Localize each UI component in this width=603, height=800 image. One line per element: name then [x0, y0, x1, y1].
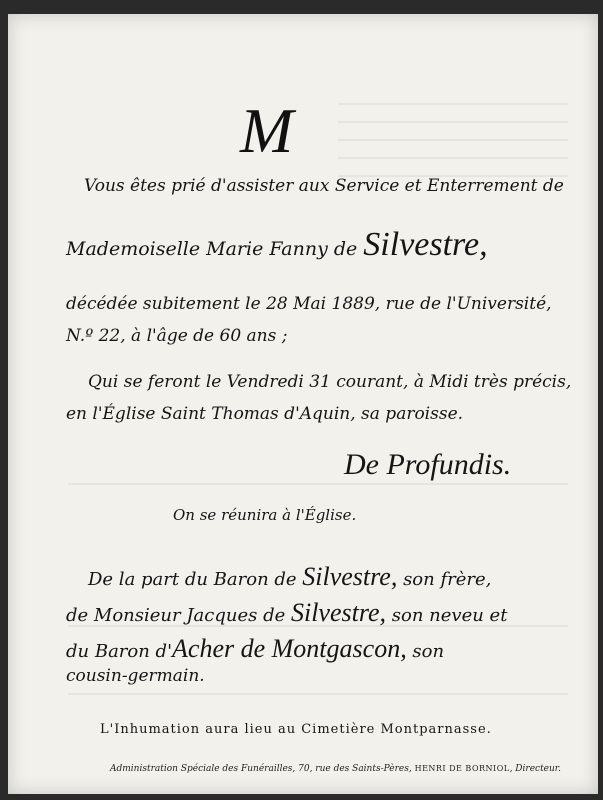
- family-2-surname: Silvestre,: [290, 598, 387, 627]
- burial-line: L'Inhumation aura lieu au Cimetière Montparnasse.: [100, 722, 492, 737]
- de-profundis: De Profundis.: [344, 448, 512, 481]
- family-line-3: [66, 634, 444, 664]
- family-2-prefix: de Monsieur Jacques de: [66, 605, 291, 626]
- address-age-line: N.º 22, à l'âge de 60 ans ;: [66, 326, 288, 346]
- service-time-line: Qui se feront le Vendredi 31 courant, à Midi très précis,: [88, 372, 572, 392]
- family-2-relation: son neveu et: [386, 605, 508, 626]
- family-1-relation: son frère,: [397, 569, 492, 590]
- deceased-surname: Silvestre,: [363, 226, 488, 263]
- family-line-4: cousin-germain.: [66, 666, 205, 686]
- footer-director-name: HENRI DE BORNIOL: [414, 764, 510, 773]
- footer-title: , Directeur.: [509, 764, 561, 774]
- deceased-name-line: [66, 226, 488, 264]
- decorative-initial: M: [240, 95, 294, 166]
- family-line-1: [88, 562, 491, 592]
- family-3-surname: Acher de Montgascon,: [172, 634, 407, 663]
- funeral-notice-sheet: [8, 14, 598, 794]
- family-1-surname: Silvestre,: [302, 562, 398, 591]
- deceased-first-names: Mademoiselle Marie Fanny de: [66, 238, 364, 260]
- meeting-line: On se réunira à l'Église.: [173, 506, 357, 524]
- printer-footer: [110, 764, 561, 774]
- family-3-prefix: du Baron d': [66, 641, 173, 662]
- death-details-line: décédée subitement le 28 Mai 1889, rue de l'Université,: [66, 294, 552, 314]
- church-line: en l'Église Saint Thomas d'Aquin, sa paroisse.: [66, 404, 464, 424]
- family-line-2: [66, 598, 507, 628]
- invitation-line: Vous êtes prié d'assister aux Service et Enterrement de: [84, 176, 564, 196]
- footer-address: Administration Spéciale des Funérailles, 70, rue des Saints-Pères,: [110, 764, 415, 774]
- family-1-prefix: De la part du Baron de: [88, 569, 303, 590]
- family-3-relation: son: [406, 641, 445, 662]
